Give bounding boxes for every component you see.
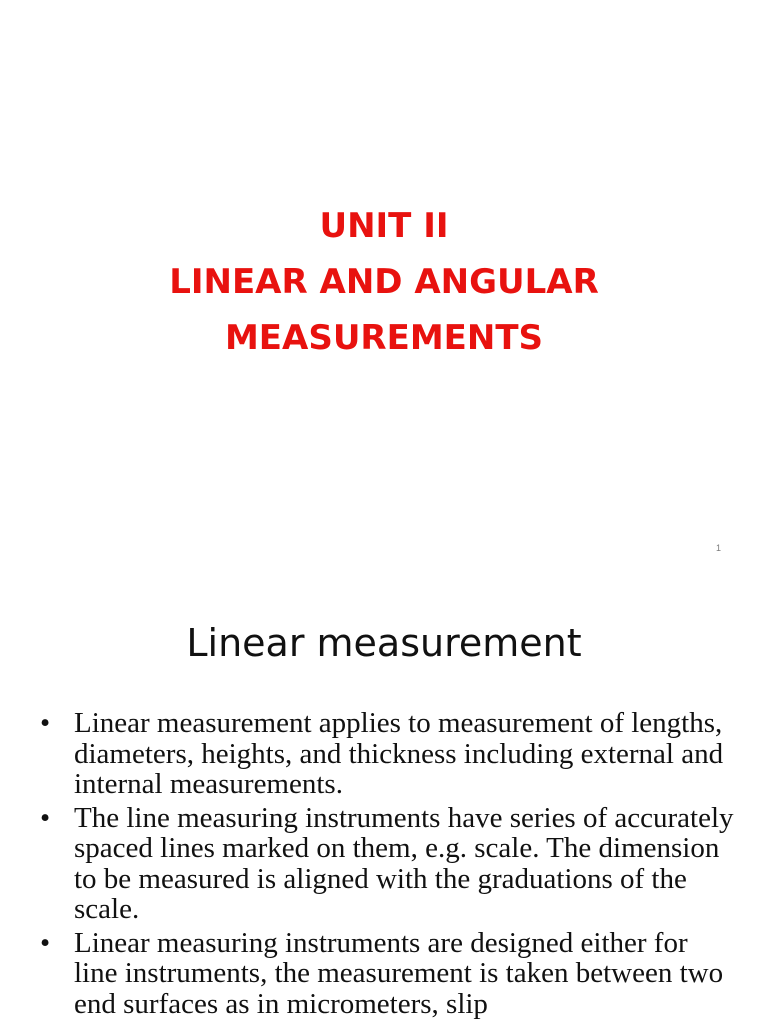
- bullet-text: Linear measurement applies to measurement of lengths, diameters, heights, and thickness including external and internal measurements.: [74, 707, 724, 800]
- slide-2: [0, 576, 768, 1024]
- bullet-list: [36, 708, 736, 1022]
- slide-heading: Linear measurement: [186, 621, 582, 665]
- title-line-unit: UNIT II: [319, 206, 449, 246]
- bullet-item: [36, 803, 736, 925]
- title-line-topic: LINEAR AND ANGULAR: [169, 262, 599, 302]
- page-number: 1: [715, 543, 721, 553]
- title-line-subtopic: MEASUREMENTS: [224, 318, 544, 358]
- bullet-icon: •: [40, 801, 51, 834]
- bullet-text: The line measuring instruments have series of accurately spaced lines marked on them, e.g. scale. The dimension to be measured is aligned with the graduations of the scale.: [74, 801, 734, 925]
- bullet-item: [36, 928, 736, 1020]
- bullet-text: Linear measuring instruments are designed either for line instruments, the measurement is taken between two end surfaces as in micrometers, slip: [74, 926, 724, 1020]
- bullet-icon: •: [40, 926, 51, 959]
- slide-title: [0, 198, 768, 366]
- bullet-item: [36, 708, 736, 800]
- bullet-icon: •: [40, 707, 51, 739]
